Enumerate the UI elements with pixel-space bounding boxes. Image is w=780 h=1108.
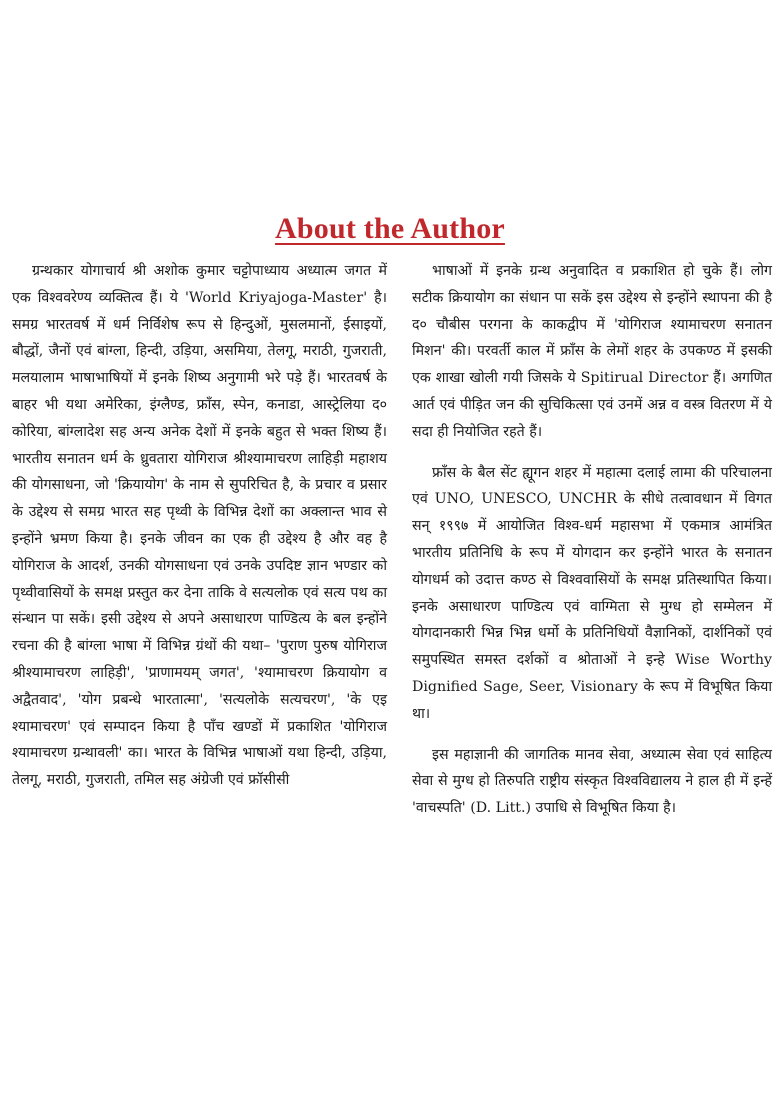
title-text: About the Author	[275, 212, 505, 245]
paragraph: भाषाओं में इनके ग्रन्थ अनुवादित व प्रकाशित हो चुके हैं। लोग सटीक क्रियायोग का संधान पा सकें इस उद्देश्य से इन्होंने स्थापना की है द० चौबीस परगना के काकद्वीप में 'योगिराज श्यामाचरण सनातन मिशन' की। परवर्ती काल में फ्राँस के लेमों शहर के उपकण्ठ में इसकी एक शाखा खोली गयी जिसके ये Spitirual Director हैं। अगणित आर्त एवं पीड़ित जन की सुचिकित्सा एवं उनमें अन्न व वस्त्र वितरण में ये सदा ही नियोजित रहते हैं।	[412, 263, 772, 440]
right-column	[412, 258, 772, 822]
paragraph: ग्रन्थकार योगाचार्य श्री अशोक कुमार चट्टोपाध्याय अध्यात्म जगत में एक विश्ववरेण्य व्यक्तित्व हैं। ये 'World Kriyajoga-Master' है। समग्र भारतवर्ष में धर्म निर्विशेष रूप से हिन्दुओं, मुसलमानों, ईसाइयों, बौद्धों, जैनों एवं बांग्ला, हिन्दी, उड़िया, असमिया, तेलगू, मराठी, गुजराती, मलयालाम भाषाभाषियों में इनके शिष्य अनुगामी भरे पड़े हैं। भारतवर्ष के बाहर भी यथा अमेरिका, इंग्लैण्ड, फ्राँस, स्पेन, कनाडा, आस्ट्रेलिया द० कोरिया, बांग्लादेश सह अन्य अनेक देशों में इनके बहुत से भक्त शिष्य हैं। भारतीय सनातन धर्म के ध्रुवतारा योगिराज श्रीश्यामाचरण लाहिड़ी महाशय की योगसाधना, जो 'क्रियायोग' के नाम से सुपरिचित है, के प्रचार व प्रसार के उद्देश्य से समग्र भारत सह पृथ्वी के विभिन्न देशों का अक्लान्त भाव से इन्होंने भ्रमण किया है। इनके जीवन का एक ही उद्देश्य है और वह है योगिराज के आदर्श, उनकी योगसाधना एवं उनके उपदिष्ट ज्ञान भण्डार को पृथ्वीवासियों के समक्ष प्रस्तुत कर देना ताकि वे सत्यलोक एवं सत्य पथ का संन्धान पा सकें। इसी उद्देश्य से अपने असाधारण पाण्डित्य के बल इन्होंने रचना की है बांग्ला भाषा में विभिन्न ग्रंथों की यथा– 'पुराण पुरुष योगिराज श्रीश्यामाचरण लाहिड़ी', 'प्राणामयम् जगत', 'श्यामाचरण क्रियायोग व अद्वैतवाद', 'योग प्रबन्धे भारतात्मा', 'सत्यलोके सत्यचरण', 'के एइ श्यामाचरण' एवं सम्पादन किया है पाँच खण्डों में प्रकाशित 'योगिराज श्यामाचरण ग्रन्थावली' का। भारत के विभिन्न भाषाओं यथा हिन्दी, उड़िया, तेलगू, मराठी, गुजराती, तमिल सह अंग्रेजी एवं फ्रॉसीसी	[12, 263, 387, 789]
page-title	[0, 212, 780, 246]
paragraph: फ्राँस के बैल सेंट ह्यूगन शहर में महात्मा दलाई लामा की परिचालना एवं UNO, UNESCO, UNCHR के सीधे तत्वावधान में विगत सन् १९९७ में आयोजित विश्व-धर्म महासभा में एकमात्र आमंत्रित भारतीय प्रतिनिधि के रूप में योगदान कर इन्होंने भारत के सनातन योगधर्म को उदात्त कण्ठ से विश्ववासियों के समक्ष प्रतिस्थापित किया। इनके असाधारण पाण्डित्य एवं वाग्मिता से मुग्ध हो सम्मेलन में योगदानकारी भिन्न भिन्न धर्मो के प्रतिनिधियों वैज्ञानिकों, दार्शनिकों एवं समुपस्थित समस्त दर्शकों व श्रोताओं ने इन्हे Wise Worthy Dignified Sage, Seer, Visionary के रूप में विभूषित किया था।	[412, 464, 772, 722]
left-column	[12, 258, 387, 794]
paragraph: इस महाज्ञानी की जागतिक मानव सेवा, अध्यात्म सेवा एवं साहित्य सेवा से मुग्ध हो तिरुपति राष्ट्रीय संस्कृत विश्वविद्यालय ने हाल ही में इन्हें 'वाचस्पति' (D. Litt.) उपाधि से विभूषित किया है।	[412, 746, 772, 817]
